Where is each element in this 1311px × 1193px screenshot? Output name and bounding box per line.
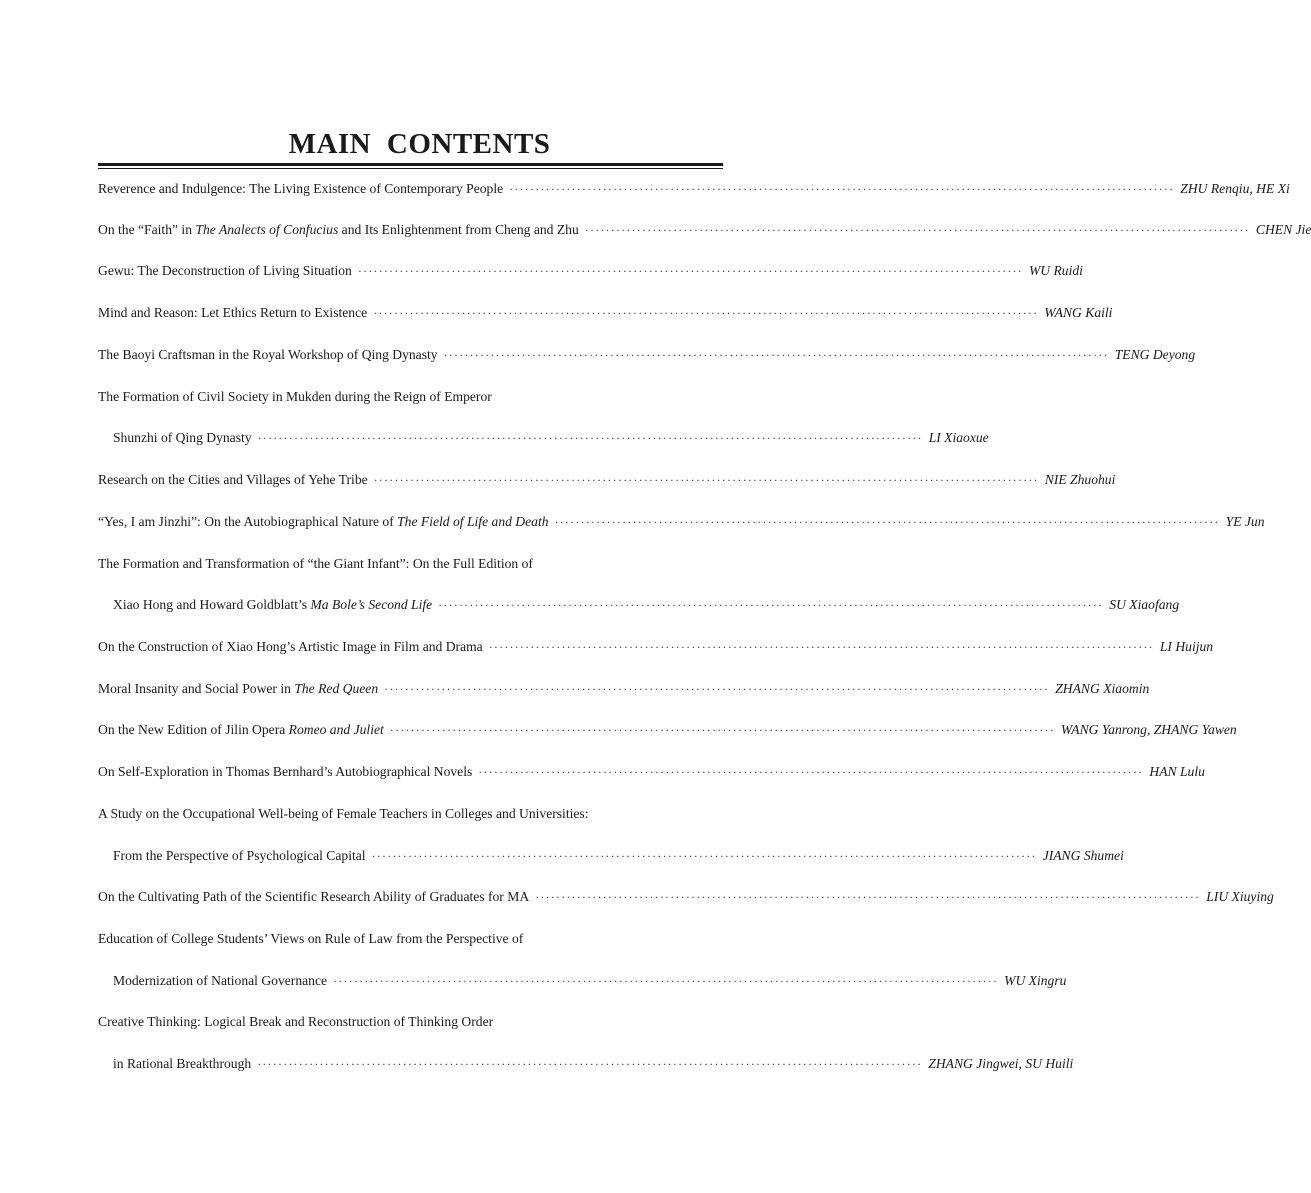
- entry-title: Gewu: The Deconstruction of Living Situation: [98, 263, 352, 278]
- toc-entry[interactable]: [98, 639, 1214, 661]
- dot-leader: [555, 515, 1220, 530]
- toc-entry[interactable]: [98, 722, 1237, 744]
- entry-author: LI Xiaoxue: [928, 430, 989, 445]
- toc-entry[interactable]: [98, 472, 1116, 494]
- entry-author: WU Ruidi: [1028, 263, 1083, 278]
- entry-title: Shunzhi of Qing Dynasty: [113, 430, 252, 445]
- toc-entry[interactable]: [98, 389, 723, 411]
- entry-title: On the Cultivating Path of the Scientific Research Ability of Graduates for MA: [98, 889, 530, 904]
- entry-author: ZHANG Xiaomin: [1055, 681, 1150, 696]
- toc-entry[interactable]: [98, 556, 723, 578]
- entry-author: HAN Lulu: [1149, 764, 1205, 779]
- dot-leader: [373, 306, 1038, 321]
- toc-entry-continued[interactable]: [113, 430, 989, 452]
- toc-entry[interactable]: [98, 889, 1274, 911]
- toc-entry[interactable]: [98, 764, 1205, 786]
- entry-title: On the Construction of Xiao Hong’s Artistic Image in Film and Drama: [98, 639, 483, 654]
- toc-entry[interactable]: [98, 806, 723, 828]
- title-rule-thick: [98, 163, 723, 166]
- entry-author: LI Huijun: [1159, 639, 1214, 654]
- entry-title: On Self-Exploration in Thomas Bernhard’s Autobiographical Novels: [98, 764, 473, 779]
- toc-entry[interactable]: [98, 222, 1311, 244]
- entry-title: Moral Insanity and Social Power in The Red Queen: [98, 681, 379, 696]
- entry-author: TENG Deyong: [1114, 347, 1196, 362]
- entry-title: Education of College Students’ Views on Rule of Law from the Perspective of: [98, 931, 524, 946]
- entry-title: Reverence and Indulgence: The Living Existence of Contemporary People: [98, 181, 504, 196]
- dot-leader: [374, 473, 1039, 488]
- entry-author: YE Jun: [1225, 514, 1265, 529]
- dot-leader: [444, 348, 1109, 363]
- dot-leader: [258, 431, 923, 446]
- title-rule-thin: [98, 168, 723, 169]
- entry-title: Research on the Cities and Villages of Yehe Tribe: [98, 472, 368, 487]
- entry-title: The Formation of Civil Society in Mukden during the Reign of Emperor: [98, 389, 492, 404]
- dot-leader: [372, 849, 1037, 864]
- dot-leader: [585, 223, 1250, 238]
- entry-title: A Study on the Occupational Well-being of Female Teachers in Colleges and Universities:: [98, 806, 589, 821]
- entry-author: SU Xiaofang: [1109, 597, 1180, 612]
- dot-leader: [390, 723, 1055, 738]
- toc-entry[interactable]: [98, 1014, 723, 1036]
- entry-title: The Baoyi Craftsman in the Royal Workshop of Qing Dynasty: [98, 347, 438, 362]
- entry-title: Modernization of National Governance: [113, 973, 328, 988]
- dot-leader: [478, 765, 1143, 780]
- entry-author: JIANG Shumei: [1042, 848, 1124, 863]
- toc-entry-continued[interactable]: [113, 1056, 1074, 1078]
- toc-entry[interactable]: [98, 263, 1083, 285]
- entry-title: On the “Faith” in The Analects of Confucius and Its Enlightenment from Cheng and Zhu: [98, 222, 579, 237]
- page-title: MAIN CONTENTS: [288, 128, 551, 160]
- toc-entry[interactable]: [98, 514, 1265, 536]
- entry-title: The Formation and Transformation of “the Giant Infant”: On the Full Edition of: [98, 556, 533, 571]
- toc-entry[interactable]: [98, 305, 1113, 327]
- dot-leader: [535, 890, 1200, 905]
- entry-title: Creative Thinking: Logical Break and Reconstruction of Thinking Order: [98, 1014, 494, 1029]
- entry-title: in Rational Breakthrough: [113, 1056, 252, 1071]
- dot-leader: [438, 598, 1103, 613]
- toc-entry[interactable]: [98, 181, 1290, 203]
- entry-author: LIU Xiuying: [1206, 889, 1274, 904]
- dot-leader: [257, 1057, 922, 1072]
- entry-author: ZHANG Jingwei, SU Huili: [928, 1056, 1074, 1071]
- entry-author: WANG Yanrong, ZHANG Yawen: [1060, 722, 1237, 737]
- dot-leader: [489, 640, 1154, 655]
- dot-leader: [509, 182, 1174, 197]
- entry-author: NIE Zhuohui: [1044, 472, 1116, 487]
- toc-entry[interactable]: [98, 347, 1196, 369]
- entry-author: WANG Kaili: [1044, 305, 1113, 320]
- toc-entry[interactable]: [98, 931, 723, 953]
- entry-title: Xiao Hong and Howard Goldblatt’s Ma Bole’s Second Life: [113, 597, 433, 612]
- dot-leader: [333, 974, 998, 989]
- entry-title: From the Perspective of Psychological Capital: [113, 848, 366, 863]
- entry-title: On the New Edition of Jilin Opera Romeo and Juliet: [98, 722, 384, 737]
- entry-author: WU Xingru: [1004, 973, 1067, 988]
- entry-title: “Yes, I am Jinzhi”: On the Autobiographical Nature of The Field of Life and Death: [98, 514, 549, 529]
- toc-entry[interactable]: [98, 681, 1150, 703]
- dot-leader: [384, 682, 1049, 697]
- toc-entry-continued[interactable]: [113, 848, 1124, 870]
- toc-entry-continued[interactable]: [113, 597, 1180, 619]
- entry-author: CHEN Jie: [1255, 222, 1311, 237]
- entry-title: Mind and Reason: Let Ethics Return to Existence: [98, 305, 368, 320]
- toc-entry-continued[interactable]: [113, 973, 1067, 995]
- entry-author: ZHU Renqiu, HE Xi: [1180, 181, 1290, 196]
- dot-leader: [358, 264, 1023, 279]
